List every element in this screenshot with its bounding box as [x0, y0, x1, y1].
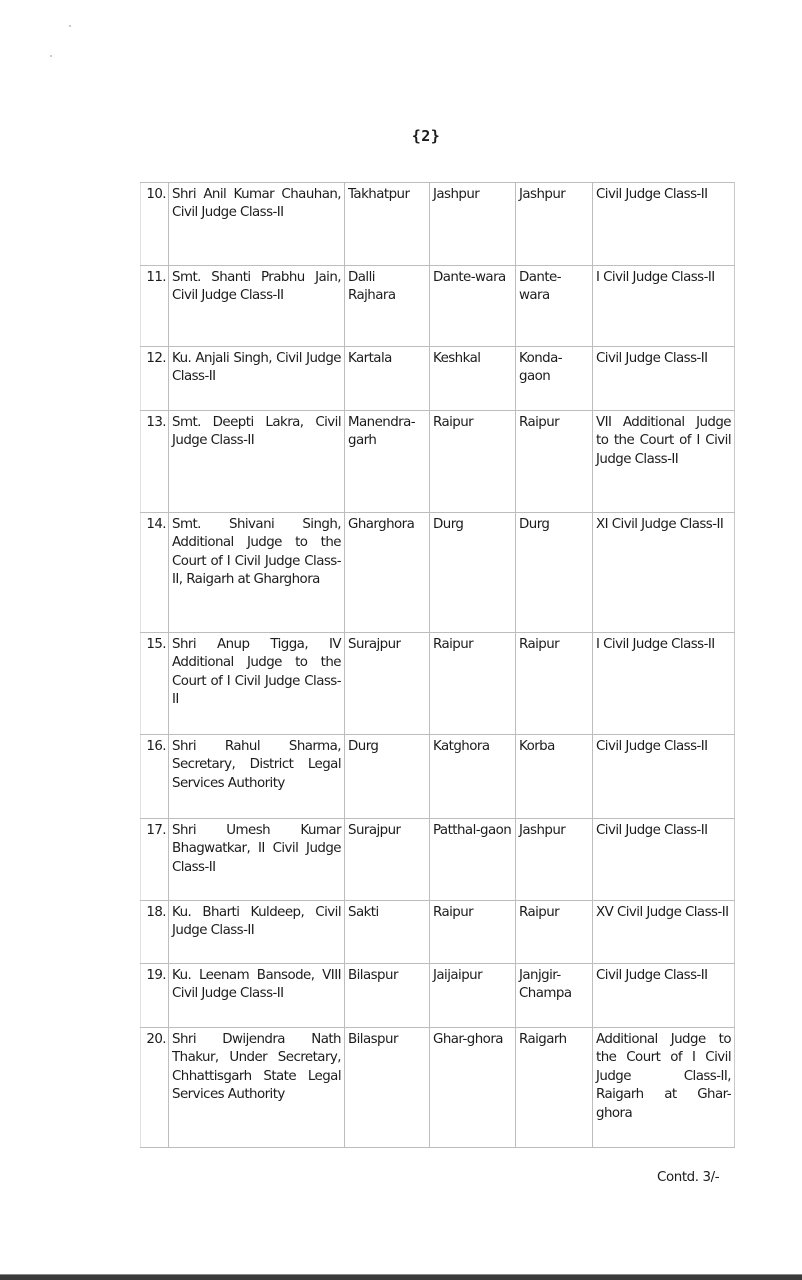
table-row — [141, 1028, 735, 1148]
posting: XV Civil Judge Class-II — [593, 901, 735, 964]
officer-name: Shri Anup Tigga, IV Additional Judge to the Court of I Civil Judge Class-II — [169, 633, 345, 735]
table-row — [141, 819, 735, 901]
scan-speck — [69, 25, 71, 27]
to-place: Durg — [430, 513, 516, 633]
officer-name: Shri Umesh Kumar Bhagwatkar, II Civil Judge Class-II — [169, 819, 345, 901]
officer-name: Smt. Deepti Lakra, Civil Judge Class-II — [169, 411, 345, 513]
from-place: Kartala — [345, 347, 430, 411]
to-place: Raipur — [430, 411, 516, 513]
officer-name: Shri Anil Kumar Chauhan, Civil Judge Class-II — [169, 183, 345, 266]
posting: VII Additional Judge to the Court of I Civil Judge Class-II — [593, 411, 735, 513]
district: Raipur — [516, 633, 593, 735]
serial-number: 11. — [141, 266, 169, 347]
serial-number: 10. — [141, 183, 169, 266]
to-place: Jaijaipur — [430, 964, 516, 1028]
posting: I Civil Judge Class-II — [593, 266, 735, 347]
from-place: Bilaspur — [345, 1028, 430, 1148]
serial-number: 13. — [141, 411, 169, 513]
serial-number: 12. — [141, 347, 169, 411]
district: Jashpur — [516, 183, 593, 266]
table-row — [141, 901, 735, 964]
from-place: Durg — [345, 735, 430, 819]
posting: XI Civil Judge Class-II — [593, 513, 735, 633]
district: Raipur — [516, 901, 593, 964]
district: Durg — [516, 513, 593, 633]
from-place: Manendra-garh — [345, 411, 430, 513]
from-place: Surajpur — [345, 819, 430, 901]
serial-number: 15. — [141, 633, 169, 735]
serial-number: 17. — [141, 819, 169, 901]
district: Raigarh — [516, 1028, 593, 1148]
to-place: Keshkal — [430, 347, 516, 411]
officer-name: Ku. Anjali Singh, Civil Judge Class-II — [169, 347, 345, 411]
serial-number: 20. — [141, 1028, 169, 1148]
to-place: Ghar-ghora — [430, 1028, 516, 1148]
viewer-bottom-bar — [0, 1274, 802, 1280]
serial-number: 14. — [141, 513, 169, 633]
posting: Additional Judge to the Court of I Civil Judge Class-II, Raigarh at Ghar-ghora — [593, 1028, 735, 1148]
table-row — [141, 411, 735, 513]
serial-number: 19. — [141, 964, 169, 1028]
district: Raipur — [516, 411, 593, 513]
serial-number: 16. — [141, 735, 169, 819]
district: Janjgir-Champa — [516, 964, 593, 1028]
table-row — [141, 964, 735, 1028]
posting: Civil Judge Class-II — [593, 735, 735, 819]
table-row — [141, 266, 735, 347]
posting: Civil Judge Class-II — [593, 347, 735, 411]
district: Jashpur — [516, 819, 593, 901]
transfer-table — [140, 182, 735, 1148]
posting: Civil Judge Class-II — [593, 183, 735, 266]
from-place: Sakti — [345, 901, 430, 964]
to-place: Jashpur — [430, 183, 516, 266]
district: Konda-gaon — [516, 347, 593, 411]
officer-name: Ku. Bharti Kuldeep, Civil Judge Class-II — [169, 901, 345, 964]
from-place: Takhatpur — [345, 183, 430, 266]
to-place: Patthal-gaon — [430, 819, 516, 901]
continuation-note: Contd. 3/- — [657, 1170, 720, 1185]
to-place: Katghora — [430, 735, 516, 819]
to-place: Raipur — [430, 633, 516, 735]
officer-name: Shri Rahul Sharma, Secretary, District Legal Services Authority — [169, 735, 345, 819]
page-number: {2} — [411, 127, 441, 145]
scan-speck — [50, 55, 52, 57]
table-row — [141, 735, 735, 819]
posting: Civil Judge Class-II — [593, 819, 735, 901]
from-place: Bilaspur — [345, 964, 430, 1028]
from-place: Surajpur — [345, 633, 430, 735]
officer-name: Smt. Shanti Prabhu Jain, Civil Judge Class-II — [169, 266, 345, 347]
from-place: Gharghora — [345, 513, 430, 633]
posting: I Civil Judge Class-II — [593, 633, 735, 735]
serial-number: 18. — [141, 901, 169, 964]
table-row — [141, 183, 735, 266]
table-row — [141, 347, 735, 411]
table-row — [141, 513, 735, 633]
officer-name: Ku. Leenam Bansode, VIII Civil Judge Class-II — [169, 964, 345, 1028]
table-row — [141, 633, 735, 735]
officer-name: Smt. Shivani Singh, Additional Judge to the Court of I Civil Judge Class-II, Raigarh at Gharghora — [169, 513, 345, 633]
to-place: Raipur — [430, 901, 516, 964]
officer-name: Shri Dwijendra Nath Thakur, Under Secretary, Chhattisgarh State Legal Services Authority — [169, 1028, 345, 1148]
to-place: Dante-wara — [430, 266, 516, 347]
posting: Civil Judge Class-II — [593, 964, 735, 1028]
from-place: Dalli Rajhara — [345, 266, 430, 347]
district: Korba — [516, 735, 593, 819]
district: Dante-wara — [516, 266, 593, 347]
